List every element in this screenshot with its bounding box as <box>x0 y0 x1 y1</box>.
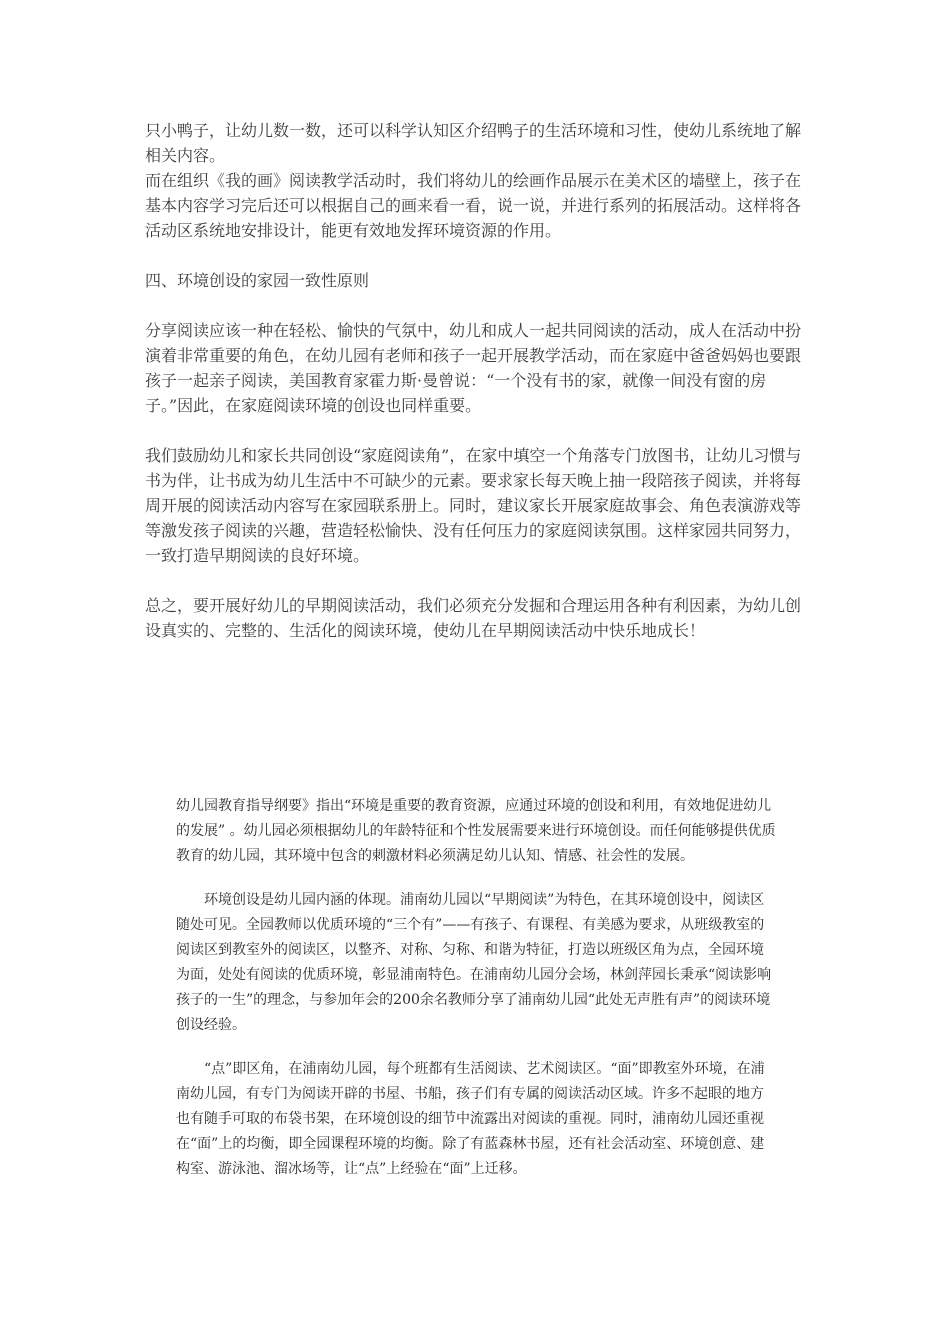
article-section-lower <box>176 794 776 1182</box>
paragraph-guidelines: 幼儿园教育指导纲要》指出“环境是重要的教育资源，应通过环境的创设和利用，有效地促进幼儿的发展” 。幼儿园必须根据幼儿的年龄特征和个性发展需要来进行环境创设。而任何能够提供优质教育的幼儿园，其环境中包含的刺激材料必须满足幼儿认知、情感、社会性的发展。 <box>176 798 776 864</box>
paragraph-environment-creation: 环境创设是幼儿园内涵的体现。浦南幼儿园以“早期阅读”为特色，在其环境创设中，阅读区随处可见。全园教师以优质环境的“三个有”——有孩子、有课程、有美感为要求，从班级教室的阅读区到教室外的阅读区，以整齐、对称、匀称、和谐为特征，打造以班级区角为点，全园环境为面，处处有阅读的优质环境，彰显浦南特色。在浦南幼儿园分会场，林剑萍园长秉承“阅读影响孩子的一生”的理念，与参加年会的200余名教师分享了浦南幼儿园“此处无声胜有声”的阅读环境创设经验。 <box>176 892 772 1033</box>
section-heading: 四、环境创设的家园一致性原则 <box>145 271 370 290</box>
spacer <box>145 293 810 318</box>
paragraph-shared-reading: 分享阅读应该一种在轻松、愉快的气氛中，幼儿和成人一起共同阅读的活动，成人在活动中扮演着非常重要的角色，在幼儿园有老师和孩子一起开展教学活动，而在家庭中爸爸妈妈也要跟孩子一起亲子阅读，美国教育家霍力斯·曼曾说：“一个没有书的家，就像一间没有窗的房子。”因此，在家庭阅读环境的创设也同样重要。 <box>145 321 802 415</box>
spacer <box>145 418 810 443</box>
spacer <box>176 1038 776 1057</box>
spacer <box>145 568 810 593</box>
spacer <box>145 243 810 268</box>
paragraph-my-drawing: 而在组织《我的画》阅读教学活动时，我们将幼儿的绘画作品展示在美术区的墙壁上，孩子在基本内容学习完后还可以根据自己的画来看一看，说一说，并进行系列的拓展活动。这样将各活动区系统地安排设计，能更有效地发挥环境资源的作用。 <box>145 171 802 240</box>
paragraph-family-reading-corner: 我们鼓励幼儿和家长共同创设“家庭阅读角”，在家中填空一个角落专门放图书，让幼儿习惯与书为伴，让书成为幼儿生活中不可缺少的元素。要求家长每天晚上抽一段陪孩子阅读，并将每周开展的阅读活动内容写在家园联系册上。同时，建议家长开展家庭故事会、角色表演游戏等等激发孩子阅读的兴趣，营造轻松愉快、没有任何压力的家庭阅读氛围。这样家园共同努力，一致打造早期阅读的良好环境。 <box>145 446 802 565</box>
paragraph-ducks: 只小鸭子，让幼儿数一数，还可以科学认知区介绍鸭子的生活环境和习性，使幼儿系统地了解相关内容。 <box>145 121 802 165</box>
paragraph-conclusion: 总之，要开展好幼儿的早期阅读活动，我们必须充分发掘和合理运用各种有利因素，为幼儿创设真实的、完整的、生活化的阅读环境，使幼儿在早期阅读活动中快乐地成长！ <box>145 596 802 640</box>
paragraph-point-and-surface: “点”即区角，在浦南幼儿园，每个班都有生活阅读、艺术阅读区。“面”即教室外环境，在浦南幼儿园，有专门为阅读开辟的书屋、书船，孩子们有专属的阅读活动区域。许多不起眼的地方也有随手可取的布袋书架，在环境创设的细节中流露出对阅读的重视。同时，浦南幼儿园还重视在“面”上的均衡，即全园课程环境的均衡。除了有蓝森林书屋，还有社会活动室、环境创意、建构室、游泳池、溜冰场等，让“点”上经验在“面”上迁移。 <box>176 1061 765 1177</box>
spacer <box>176 869 776 888</box>
article-section-upper <box>145 118 810 643</box>
